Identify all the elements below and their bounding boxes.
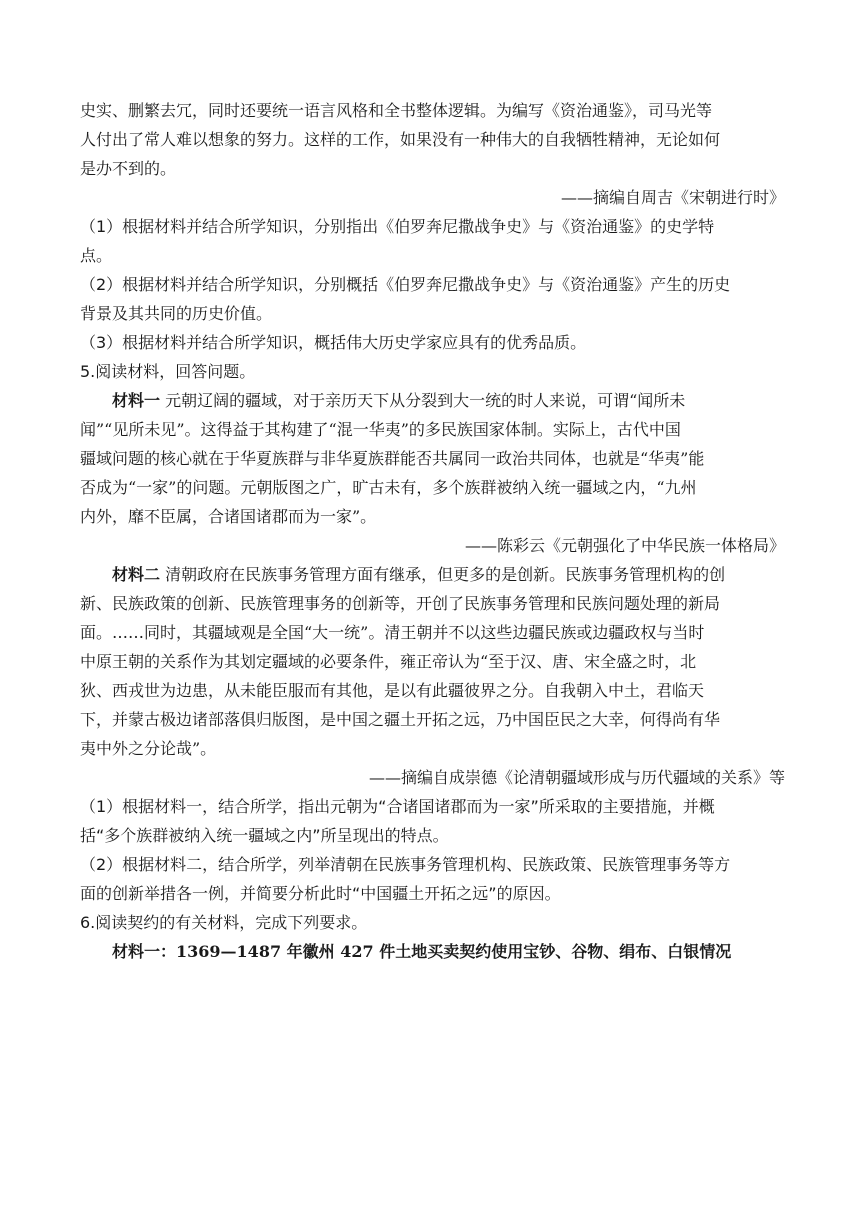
question-line: （2）根据材料并结合所学知识，分别概括《伯罗奔尼撒战争史》与《资治通鉴》产生的历史 — [80, 275, 731, 294]
question-line: （3）根据材料并结合所学知识，概括伟大历史学家应具有的优秀品质。 — [80, 333, 587, 352]
question-line: 面的创新举措各一例，并简要分析此时“中国疆土开拓之远”的原因。 — [80, 884, 561, 903]
intro-line: 是办不到的。 — [80, 159, 177, 178]
material-line: 下，并蒙古极边诸部落俱归版图，是中国之疆土开拓之远，乃中国臣民之大幸，何得尚有华 — [80, 710, 721, 729]
material-label: 材料一： — [112, 942, 177, 961]
material-line: 中原王朝的关系作为其划定疆域的必要条件，雍正帝认为“至于汉、唐、宋全盛之时，北 — [80, 652, 697, 671]
material-line: 否成为“一家”的问题。元朝版图之广，旷古未有，多个族群被纳入统一疆域之内，“九州 — [80, 478, 697, 497]
material-line: 疆域问题的核心就在于华夏族群与非华夏族群能否共属同一政治共同体，也就是“华夷”能 — [80, 449, 705, 468]
material-line: 面。……同时，其疆域观是全国“大一统”。清王朝并不以这些边疆民族或边疆政权与当时 — [80, 623, 705, 642]
material-line: 闻”“见所未见”。这得益于其构建了“混一华夷”的多民族国家体制。实际上，古代中国 — [80, 420, 681, 439]
material-text: 清朝政府在民族事务管理方面有继承，但更多的是创新。民族事务管理机构的创 — [165, 565, 726, 584]
question-line: （1）根据材料并结合所学知识，分别指出《伯罗奔尼撒战争史》与《资治通鉴》的史学特 — [80, 217, 715, 236]
material-label: 材料二 — [112, 565, 161, 584]
question-heading: 6.阅读契约的有关材料，完成下列要求。 — [80, 913, 368, 932]
question-line: （2）根据材料二，结合所学，列举清朝在民族事务管理机构、民族政策、民族管理事务等方 — [80, 855, 731, 874]
question-line: 括“多个族群被纳入统一疆域之内”所呈现出的特点。 — [80, 826, 449, 845]
material-paragraph — [80, 560, 785, 589]
question-line: 背景及其共同的历史价值。 — [80, 304, 273, 323]
material-line: 内外，靡不臣属，合诸国诸郡而为一家”。 — [80, 507, 377, 526]
question-line: （1）根据材料一，结合所学，指出元朝为“合诸国诸郡而为一家”所采取的主要措施，并概 — [80, 797, 715, 816]
material-label: 材料一 — [112, 391, 161, 410]
material-paragraph — [80, 937, 785, 966]
question-heading: 5.阅读材料，回答问题。 — [80, 362, 256, 381]
material-paragraph — [80, 386, 785, 415]
source-citation: ——陈彩云《元朝强化了中华民族一体格局》 — [464, 536, 785, 555]
document-page — [80, 96, 785, 966]
material-line: 夷中外之分论哉”。 — [80, 739, 217, 758]
material-text: 1369—1487 年徽州 427 件土地买卖契约使用宝钞、谷物、绢布、白银情况 — [176, 942, 732, 961]
intro-line: 史实、删繁去冗，同时还要统一语言风格和全书整体逻辑。为编写《资治通鉴》，司马光等 — [80, 101, 713, 120]
source-citation: ——摘编自周吉《宋朝进行时》 — [560, 188, 785, 207]
intro-line: 人付出了常人难以想象的努力。这样的工作，如果没有一种伟大的自我牺牲精神，无论如何 — [80, 130, 721, 149]
material-text: 元朝辽阔的疆域，对于亲历天下从分裂到大一统的时人来说，可谓“闻所未 — [165, 391, 686, 410]
question-line: 点。 — [80, 246, 113, 265]
material-line: 新、民族政策的创新、民族管理事务的创新等，开创了民族事务管理和民族问题处理的新局 — [80, 594, 721, 613]
source-citation: ——摘编自成崇德《论清朝疆域形成与历代疆域的关系》等 — [368, 768, 785, 787]
material-line: 狄、西戎世为边患，从未能臣服而有其他，是以有此疆彼界之分。自我朝入中土，君临天 — [80, 681, 705, 700]
